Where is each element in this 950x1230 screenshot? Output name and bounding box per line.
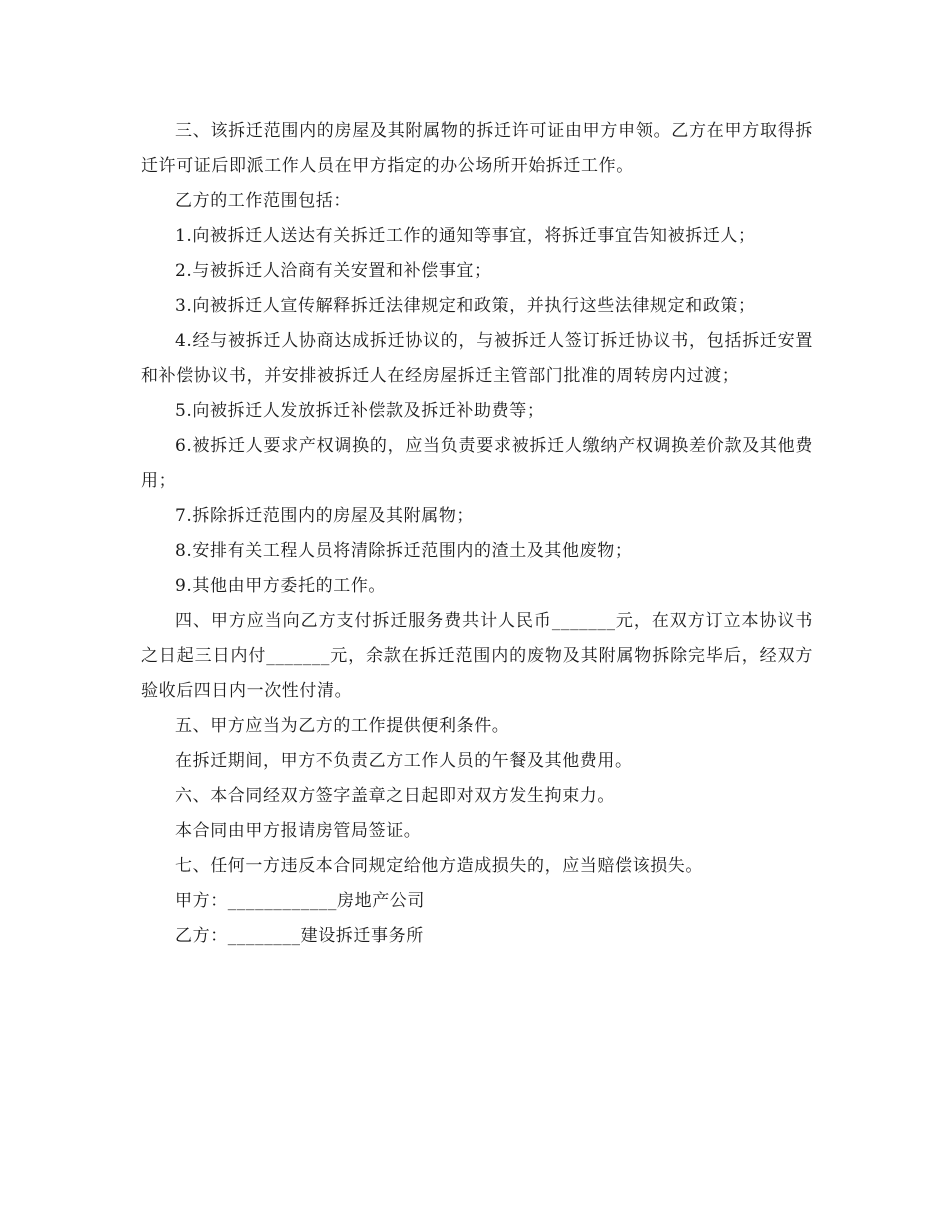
clause-7: 七、任何一方违反本合同规定给他方造成损失的，应当赔偿该损失。 [175, 856, 703, 876]
party-b-signature: 乙方：________建设拆迁事务所 [175, 926, 424, 946]
scope-item-9: 9.其他由甲方委托的工作。 [175, 576, 387, 596]
clause-6: 六、本合同经双方签字盖章之日起即对双方发生拘束力。 [175, 786, 615, 806]
work-scope-heading: 乙方的工作范围包括： [175, 191, 351, 211]
scope-item-4: 4.经与被拆迁人协商达成拆迁协议的，与被拆迁人签订拆迁协议书，包括拆迁安置和补偿协议书，并安排被拆迁人在经房屋拆迁主管部门批准的周转房内过渡； [141, 331, 813, 386]
party-a-signature: 甲方：____________房地产公司 [175, 891, 425, 911]
scope-item-1: 1.向被拆迁人送达有关拆迁工作的通知等事宜，将拆迁事宜告知被拆迁人； [175, 226, 756, 246]
scope-item-7: 7.拆除拆迁范围内的房屋及其附属物； [175, 506, 475, 526]
scope-item-2: 2.与被拆迁人洽商有关安置和补偿事宜； [175, 261, 492, 281]
clause-4: 四、甲方应当向乙方支付拆迁服务费共计人民币_______元，在双方订立本协议书之日起三日内付_______元，余款在拆迁范围内的废物及其附属物拆除完毕后，经双方验收后四日内一次性付清。 [141, 611, 813, 701]
scope-item-3: 3.向被拆迁人宣传解释拆迁法律规定和政策，并执行这些法律规定和政策； [175, 296, 756, 316]
clause-5: 五、甲方应当为乙方的工作提供便利条件。 [175, 716, 510, 736]
scope-item-8: 8.安排有关工程人员将清除拆迁范围内的渣土及其他废物； [175, 541, 633, 561]
scope-item-5: 5.向被拆迁人发放拆迁补偿款及拆迁补助费等； [175, 401, 545, 421]
clause-3: 三、该拆迁范围内的房屋及其附属物的拆迁许可证由甲方申领。乙方在甲方取得拆迁许可证后即派工作人员在甲方指定的办公场所开始拆迁工作。 [141, 121, 813, 176]
clause-5-note: 在拆迁期间，甲方不负责乙方工作人员的午餐及其他费用。 [175, 751, 633, 771]
contract-body [141, 114, 813, 954]
clause-6-note: 本合同由甲方报请房管局签证。 [175, 821, 422, 841]
scope-item-6: 6.被拆迁人要求产权调换的，应当负责要求被拆迁人缴纳产权调换差价款及其他费用； [141, 436, 813, 491]
